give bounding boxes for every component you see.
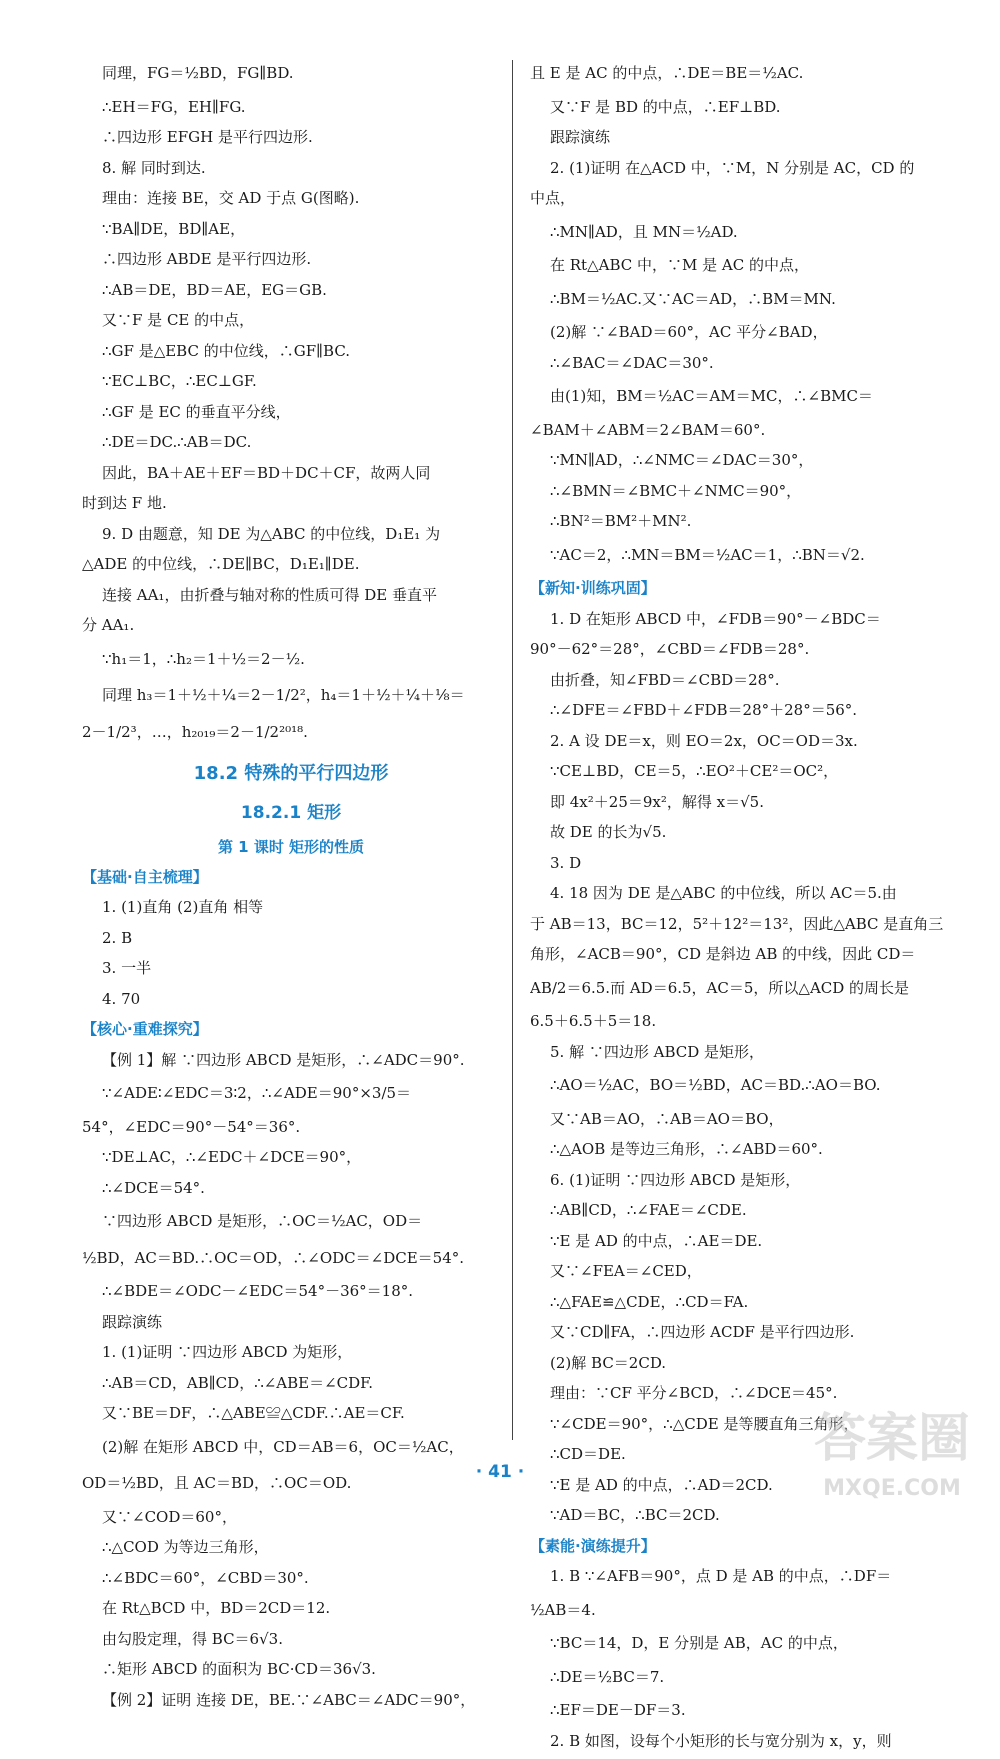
text-line: 在 Rt△ABC 中，∵M 是 AC 的中点， [550, 256, 809, 274]
text-line: ∠BAM＋∠ABM＝2∠BAM＝60°. [530, 420, 766, 439]
text-line: ∵BA∥DE，BD∥AE， [102, 219, 246, 238]
text-line: ∴∠BDC＝60°，∠CBD＝30°. [102, 1568, 309, 1587]
text-line: 4. 70 [102, 989, 141, 1008]
text-line: 在 Rt△BCD 中，BD＝2CD＝12. [102, 1599, 331, 1617]
text-line: 又∵∠FEA＝∠CED， [550, 1262, 702, 1280]
text-line: ∵∠ADE∶∠EDC＝3∶2，∴∠ADE＝90°×3/5＝ [102, 1084, 412, 1102]
text-line: ∵EC⊥BC，∴EC⊥GF. [102, 372, 257, 390]
text-line: 5. 解 ∵四边形 ABCD 是矩形， [550, 1042, 765, 1061]
text-line: 同理，FG＝½BD，FG∥BD. [102, 64, 294, 82]
subsection-title: 18.2.1 矩形 [240, 802, 342, 823]
text-line: 中点， [530, 189, 576, 207]
text-line: ∵E 是 AD 的中点，∴AE＝DE. [550, 1231, 763, 1250]
text-line: 【例 1】解 ∵四边形 ABCD 是矩形，∴∠ADC＝90°. [102, 1050, 465, 1069]
text-line: 跟踪演练 [550, 128, 611, 146]
watermark-logo [792, 1404, 992, 1514]
text-line: ∵四边形 ABCD 是矩形，∴OC＝½AC，OD＝ [102, 1212, 423, 1230]
section-tag: 【基础·自主梳理】 [82, 867, 208, 886]
text-line: ∵MN∥AD，∴∠NMC＝∠DAC＝30°， [550, 451, 814, 469]
text-line: ∴△AOB 是等边三角形，∴∠ABD＝60°. [550, 1140, 823, 1158]
text-line: 54°，∠EDC＝90°－54°＝36°. [82, 1117, 301, 1136]
column-divider [512, 60, 513, 1440]
text-line: ∴∠BDE＝∠ODC－∠EDC＝54°－36°＝18°. [102, 1282, 414, 1300]
text-line: 90°－62°＝28°，∠CBD＝∠FDB＝28°. [530, 640, 810, 658]
watermark-url: MXQE.COM [823, 1476, 961, 1501]
text-line: 又∵F 是 CE 的中点， [102, 311, 255, 329]
text-line: 理由：∵CF 平分∠BCD，∴∠DCE＝45°. [550, 1384, 838, 1402]
text-line: ∴∠BAC＝∠DAC＝30°. [550, 353, 714, 372]
text-line: ∵AC＝2，∴MN＝BM＝½AC＝1，∴BN＝√2. [550, 545, 865, 564]
text-line: 由折叠，知∠FBD＝∠CBD＝28°. [550, 670, 780, 689]
text-line: 跟踪演练 [102, 1312, 163, 1331]
section-tag: 【素能·演练提升】 [530, 1536, 656, 1555]
text-line: 又∵∠COD＝60°， [102, 1507, 237, 1526]
text-line: 1. B ∵∠AFB＝90°，点 D 是 AB 的中点，∴DF＝ [550, 1567, 892, 1585]
text-line: 3. D [550, 853, 582, 872]
text-line: 1. D 在矩形 ABCD 中，∠FDB＝90°－∠BDC＝ [550, 609, 881, 628]
text-line: ∴AB∥CD，∴∠FAE＝∠CDE. [550, 1201, 747, 1219]
text-line: 角形，∠ACB＝90°，CD 是斜边 AB 的中线，因此 CD＝ [530, 945, 916, 963]
watermark-text: 答案圈 [813, 1409, 970, 1469]
text-line: (2)解 ∵∠BAD＝60°，AC 平分∠BAD， [550, 323, 828, 341]
left-answers-continued [82, 58, 500, 747]
text-line: ½AB＝4. [530, 1600, 596, 1619]
text-line: 3. 一半 [102, 959, 152, 977]
text-line: △ADE 的中位线，∴DE∥BC，D₁E₁∥DE. [82, 555, 360, 573]
section-title: 18.2 特殊的平行四边形 [193, 762, 389, 784]
text-line: 9. D 由题意，知 DE 为△ABC 的中位线，D₁E₁ 为 [102, 524, 441, 543]
text-line: 由(1)知，BM＝½AC＝AM＝MC，∴∠BMC＝ [550, 387, 873, 405]
text-line: 于 AB＝13，BC＝12，5²＋12²＝13²，因此△ABC 是直角三 [530, 914, 944, 933]
text-line: ∴MN∥AD，且 MN＝½AD. [550, 222, 738, 241]
text-line: ∴BN²＝BM²＋MN². [550, 512, 692, 530]
text-line: ∵AD＝BC，∴BC＝2CD. [550, 1506, 720, 1524]
text-line: ∴CD＝DE. [550, 1445, 626, 1463]
text-line: 分 AA₁. [82, 616, 135, 634]
text-line: ∵DE⊥AC，∴∠EDC＋∠DCE＝90°， [102, 1148, 362, 1166]
text-line: 因此，BA＋AE＋EF＝BD＋DC＋CF，故两人同 [102, 463, 431, 482]
text-line: ∴∠DFE＝∠FBD＋∠FDB＝28°＋28°＝56°. [550, 701, 858, 719]
text-line: ∴GF 是 EC 的垂直平分线， [102, 402, 291, 421]
text-line: ∵CE⊥BD，CE＝5，∴EO²＋CE²＝OC²， [550, 762, 839, 780]
text-line: (2)解 BC＝2CD. [550, 1353, 667, 1372]
text-line: ∴DE＝DC.∴AB＝DC. [102, 433, 252, 451]
text-line: ∴∠DCE＝54°. [102, 1178, 205, 1197]
text-line: ∴AB＝CD，AB∥CD，∴∠ABE＝∠CDF. [102, 1373, 374, 1392]
text-line: 时到达 F 地. [82, 494, 167, 512]
text-line: ∴矩形 ABCD 的面积为 BC·CD＝36√3. [102, 1660, 376, 1678]
text-line: 同理 h₃＝1＋½＋¼＝2－1/2²，h₄＝1＋½＋¼＋⅛＝ [102, 686, 465, 704]
text-line: 2. B [102, 928, 133, 947]
text-line: ½BD，AC＝BD.∴OC＝OD，∴∠ODC＝∠DCE＝54°. [82, 1248, 465, 1267]
text-line: ∴DE＝½BC＝7. [550, 1667, 665, 1686]
text-line: 又∵AB＝AO，∴AB＝AO＝BO， [550, 1109, 784, 1128]
text-line: 6.5＋6.5＋5＝18. [530, 1012, 657, 1030]
text-line: ∵h₁＝1，∴h₂＝1＋½＝2－½. [102, 649, 305, 668]
text-line: 4. 18 因为 DE 是△ABC 的中位线，所以 AC＝5.由 [550, 884, 897, 902]
text-line: ∴EH＝FG，EH∥FG. [102, 97, 246, 116]
text-line: 且 E 是 AC 的中点，∴DE＝BE＝½AC. [530, 64, 804, 82]
text-line: ∵∠CDE＝90°，∴△CDE 是等腰直角三角形， [550, 1414, 859, 1433]
text-line: ∵BC＝14，D，E 分别是 AB，AC 的中点， [550, 1634, 848, 1652]
text-line: 故 DE 的长为√5. [550, 823, 667, 841]
text-line: 又∵BE＝DF，∴△ABE≌△CDF.∴AE＝CF. [102, 1404, 405, 1422]
text-line: 理由：连接 BE，交 AD 于点 G(图略). [102, 189, 360, 207]
text-line: 【例 2】证明 连接 DE，BE.∵∠ABC＝∠ADC＝90°， [102, 1690, 476, 1709]
text-line: 2－1/2³，…，h₂₀₁₉＝2－1/2²⁰¹⁸. [82, 722, 308, 741]
text-line: ∴AO＝½AC，BO＝½BD，AC＝BD.∴AO＝BO. [550, 1076, 881, 1094]
text-line: ∴AB＝DE，BD＝AE，EG＝GB. [102, 280, 327, 299]
text-line: ∴四边形 ABDE 是平行四边形. [102, 250, 312, 268]
text-line: 即 4x²＋25＝9x²，解得 x＝√5. [550, 792, 764, 811]
text-line: 2. (1)证明 在△ACD 中，∵M，N 分别是 AC，CD 的 [550, 158, 915, 177]
text-line: ∴△FAE≌△CDE，∴CD＝FA. [550, 1292, 749, 1311]
text-line: 由勾股定理，得 BC＝6√3. [102, 1629, 283, 1648]
text-line: 1. (1)证明 ∵四边形 ABCD 为矩形， [102, 1343, 353, 1361]
text-line: 6. (1)证明 ∵四边形 ABCD 是矩形， [550, 1170, 801, 1189]
text-line: ∵E 是 AD 的中点，∴AD＝2CD. [550, 1475, 773, 1494]
text-line: ∴△COD 为等边三角形， [102, 1538, 269, 1556]
section-tag: 【核心·重难探究】 [82, 1020, 208, 1038]
text-line: (2)解 在矩形 ABCD 中，CD＝AB＝6，OC＝½AC， [102, 1437, 464, 1456]
text-line: 又∵CD∥FA，∴四边形 ACDF 是平行四边形. [550, 1323, 855, 1341]
text-line: 2. A 设 DE＝x，则 EO＝2x，OC＝OD＝3x. [550, 731, 858, 750]
text-line: 1. (1)直角 (2)直角 相等 [102, 898, 264, 916]
text-line: 8. 解 同时到达. [102, 158, 206, 177]
lesson-title: 第 1 课时 矩形的性质 [217, 837, 365, 856]
text-line: ∴EF＝DE－DF＝3. [550, 1701, 686, 1719]
text-line: ∴BM＝½AC.又∵AC＝AD，∴BM＝MN. [550, 289, 836, 308]
text-line: ∴四边形 EFGH 是平行四边形. [102, 128, 313, 146]
text-line: ∴GF 是△EBC 的中位线，∴GF∥BC. [102, 341, 351, 360]
page-number: · 41 · [475, 1462, 525, 1482]
text-line: OD＝½BD，且 AC＝BD，∴OC＝OD. [82, 1474, 352, 1492]
left-lesson-answers [82, 865, 500, 1712]
text-line: AB/2＝6.5.而 AD＝6.5，AC＝5，所以△ACD 的周长是 [530, 978, 910, 997]
text-line: 又∵F 是 BD 的中点，∴EF⊥BD. [550, 97, 781, 116]
text-line: ∴∠BMN＝∠BMC＋∠NMC＝90°， [550, 481, 802, 500]
text-line: 连接 AA₁，由折叠与轴对称的性质可得 DE 垂直平 [102, 585, 437, 604]
section-tag: 【新知·训练巩固】 [530, 579, 656, 597]
text-line: 2. B 如图，设每个小矩形的长与宽分别为 x，y，则 [550, 1731, 892, 1750]
